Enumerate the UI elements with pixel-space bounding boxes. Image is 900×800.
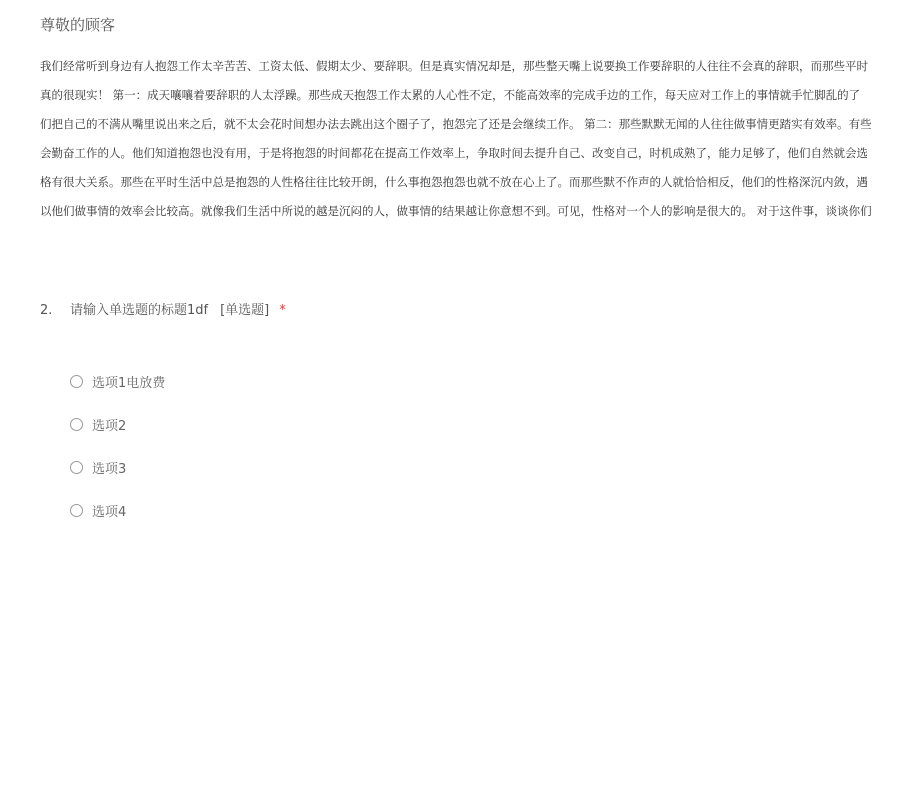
greeting-heading: 尊敬的顾客 bbox=[40, 16, 116, 34]
required-mark: * bbox=[279, 303, 286, 318]
intro-line: 我们经常听到身边有人抱怨工作太辛苦苦、工资太低、假期太少、要辞职。但是真实情况却是，那些整天嘴上说要换工作要辞职的人往往不会真的辞职，而那些平时 bbox=[40, 59, 868, 73]
radio-button[interactable] bbox=[70, 375, 83, 388]
radio-button[interactable] bbox=[70, 504, 83, 517]
option-label[interactable]: 选项1电放费 bbox=[92, 375, 166, 391]
option-3[interactable] bbox=[70, 456, 165, 478]
option-label[interactable]: 选项2 bbox=[92, 418, 127, 434]
question-type: [单选题] bbox=[220, 303, 270, 318]
question-title: 请输入单选题的标题1df bbox=[70, 303, 209, 318]
intro-paragraph bbox=[40, 55, 900, 229]
intro-line: 以他们做事情的效率会比较高。就像我们生活中所说的越是沉闷的人，做事情的结果越让你意想不到。可见，性格对一个人的影响是很大的。 对于这件事，谈谈你们 bbox=[40, 204, 872, 218]
option-2[interactable] bbox=[70, 413, 165, 435]
intro-line: 会勤奋工作的人。他们知道抱怨也没有用，于是将抱怨的时间都花在提高工作效率上，争取时间去提升自己、改变自己，时机成熟了，能力足够了，他们自然就会选 bbox=[40, 146, 868, 160]
intro-line: 格有很大关系。那些在平时生活中总是抱怨的人性格往往比较开朗，什么事抱怨抱怨也就不放在心上了。而那些默不作声的人就恰恰相反，他们的性格深沉内敛，遇 bbox=[40, 175, 868, 189]
radio-button[interactable] bbox=[70, 461, 83, 474]
options-list bbox=[70, 370, 165, 542]
option-label[interactable]: 选项4 bbox=[92, 504, 127, 520]
option-4[interactable] bbox=[70, 499, 165, 521]
option-1[interactable] bbox=[70, 370, 165, 392]
radio-button[interactable] bbox=[70, 418, 83, 431]
option-label[interactable]: 选项3 bbox=[92, 461, 127, 477]
question-number: 2. bbox=[40, 303, 53, 318]
intro-line: 们把自己的不满从嘴里说出来之后，就不太会花时间想办法去跳出这个圈子了，抱怨完了还是会继续工作。 第二：那些默默无闻的人往往做事情更踏实有效率。有些 bbox=[40, 117, 872, 131]
question-header bbox=[40, 300, 286, 322]
intro-line: 真的很现实！ 第一：成天嚷嚷着要辞职的人太浮躁。那些成天抱怨工作太累的人心性不定，不能高效率的完成手边的工作，每天应对工作上的事情就手忙脚乱的了 bbox=[40, 88, 861, 102]
